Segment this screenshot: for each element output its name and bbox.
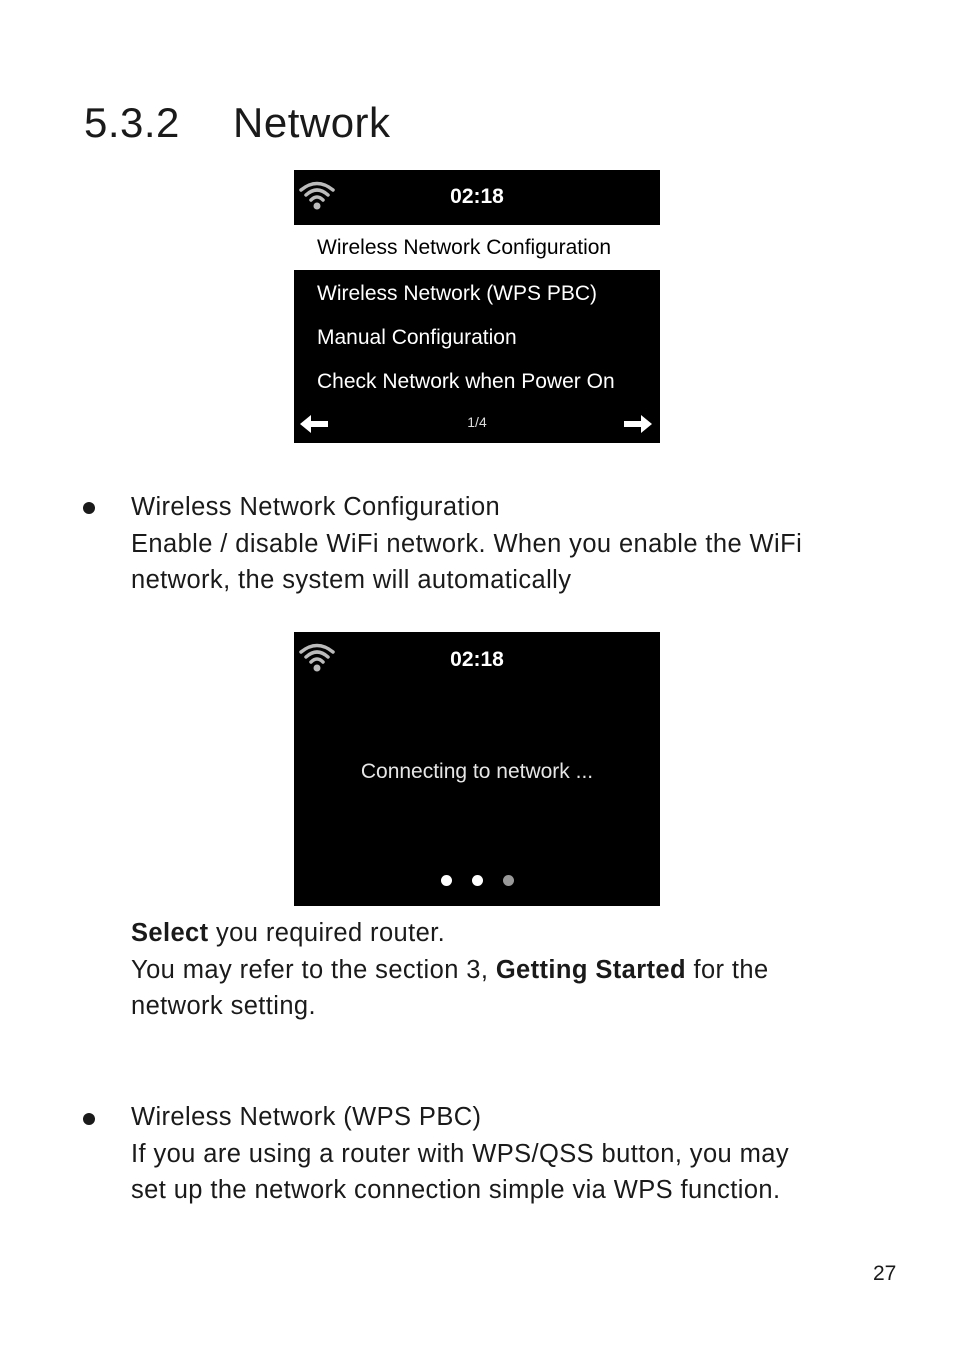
progress-dot-inactive <box>503 875 514 886</box>
bullet-icon <box>83 502 95 514</box>
bold-text: Select <box>131 919 209 947</box>
select-router-instructions <box>131 915 891 1025</box>
progress-dot-active <box>472 875 483 886</box>
body-text: Enable / disable WiFi network. When you enable the WiFi <box>131 529 803 558</box>
section-title: Wireless Network (WPS PBC) <box>131 1103 482 1131</box>
section-wireless-network-configuration <box>131 489 891 599</box>
menu-item-manual-configuration[interactable]: Manual Configuration <box>317 326 517 349</box>
menu-item-wps-pbc[interactable]: Wireless Network (WPS PBC) <box>317 282 598 305</box>
bold-text: Getting Started <box>495 955 686 984</box>
clock-time: 02:18 <box>450 185 504 208</box>
progress-dot-active <box>441 875 452 886</box>
page-number: 27 <box>873 1262 897 1285</box>
body-text: network, the system will automatically <box>131 566 572 594</box>
menu-item-wireless-network-configuration[interactable]: Wireless Network Configuration <box>294 225 660 270</box>
body-text: for the <box>686 955 769 984</box>
bullet-icon <box>83 1113 95 1125</box>
body-text: If you are using a router with WPS/QSS button, you may <box>131 1139 789 1168</box>
body-text: network setting. <box>131 992 316 1020</box>
page-indicator: 1/4 <box>467 414 487 430</box>
body-text: set up the network connection simple via WPS function. <box>131 1176 781 1204</box>
section-title: Network <box>233 99 391 146</box>
menu-item-check-network-power-on[interactable]: Check Network when Power On <box>317 370 615 393</box>
section-title: Wireless Network Configuration <box>131 493 501 521</box>
body-text: You may refer to the section 3, <box>131 955 496 984</box>
connecting-message: Connecting to network ... <box>360 760 594 783</box>
device-screen-network-menu <box>294 170 660 443</box>
body-text: you required router. <box>208 919 446 947</box>
progress-dots <box>294 875 660 886</box>
device-screen-connecting <box>294 632 660 906</box>
section-heading <box>84 98 391 148</box>
section-number: 5.3.2 <box>84 99 180 146</box>
arrow-right-icon[interactable] <box>622 412 654 436</box>
section-wireless-network-wps-pbc <box>131 1099 891 1209</box>
clock-time: 02:18 <box>450 648 504 671</box>
